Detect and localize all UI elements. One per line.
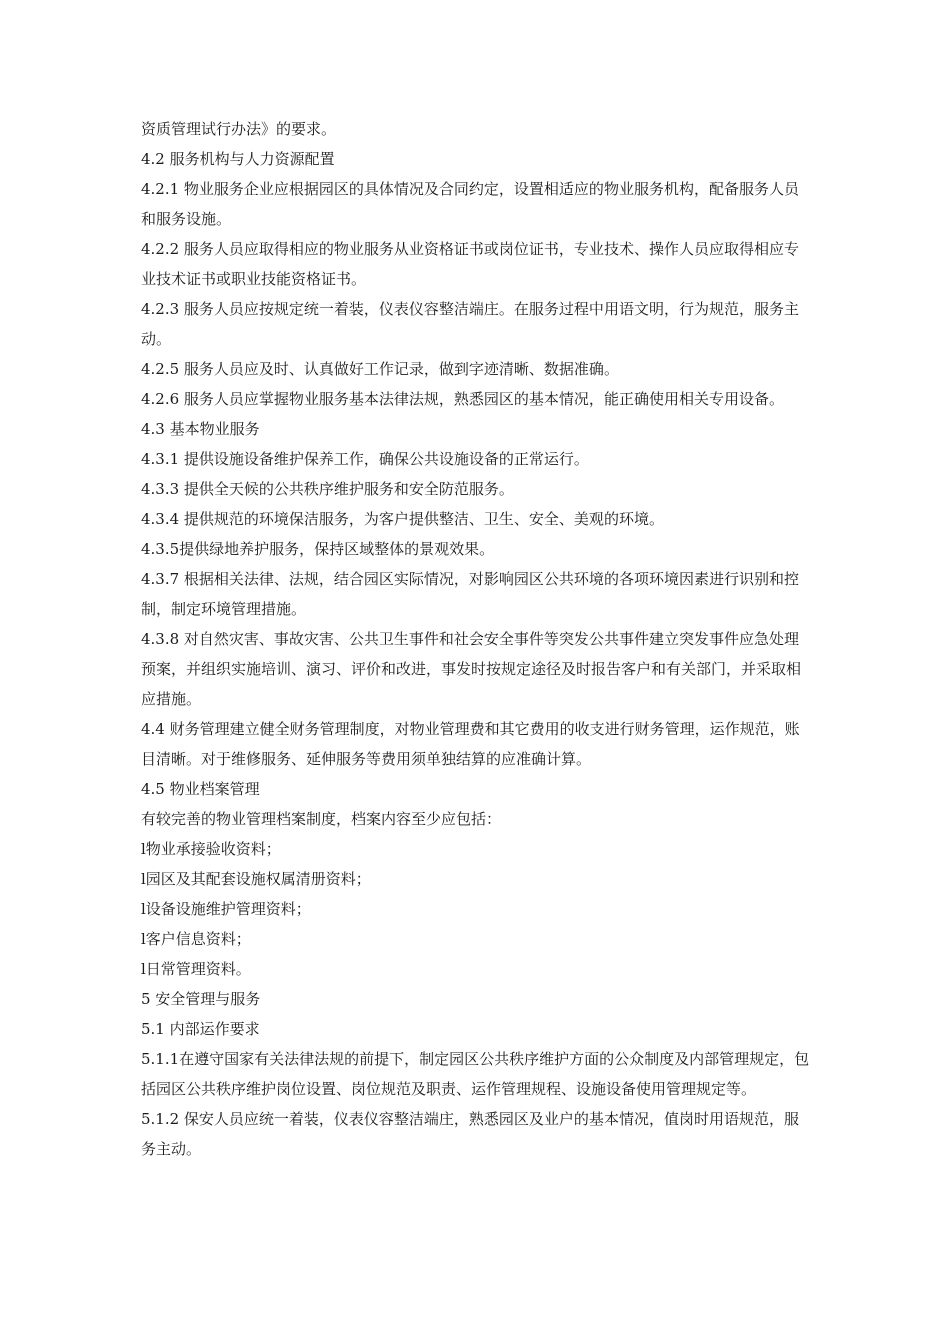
list-item: l日常管理资料。 (141, 960, 251, 978)
list-item: l客户信息资料； (141, 930, 251, 948)
clause-4-2-6: 4.2.6 服务人员应掌握物业服务基本法律法规，熟悉园区的基本情况，能正确使用相关专用设备。 (141, 390, 784, 408)
clause-4-2-1: 4.2.1 物业服务企业应根据园区的具体情况及合同约定，设置相适应的物业服务机构，配备服务人员和服务设施。 (141, 180, 799, 228)
archive-intro: 有较完善的物业管理档案制度，档案内容至少应包括： (141, 810, 502, 828)
clause-4-3-5: 4.3.5提供绿地养护服务，保持区域整体的景观效果。 (141, 540, 495, 558)
list-item: l设备设施维护管理资料； (141, 900, 311, 918)
clause-4-3-4: 4.3.4 提供规范的环境保洁服务，为客户提供整洁、卫生、安全、美观的环境。 (141, 510, 664, 528)
section-4-4: 4.4 财务管理建立健全财务管理制度，对物业管理费和其它费用的收支进行财务管理，运作规范，账目清晰。对于维修服务、延伸服务等费用须单独结算的应准确计算。 (141, 720, 800, 768)
paragraph-continuation: 资质管理试行办法》的要求。 (141, 120, 337, 138)
section-heading-4-5: 4.5 物业档案管理 (141, 780, 260, 798)
clause-5-1-2: 5.1.2 保安人员应统一着装，仪表仪容整洁端庄，熟悉园区及业户的基本情况，值岗时用语规范，服务主动。 (141, 1110, 799, 1158)
list-item: l物业承接验收资料； (141, 840, 281, 858)
clause-4-3-8: 4.3.8 对自然灾害、事故灾害、公共卫生事件和社会安全事件等突发公共事件建立突发事件应急处理预案，并组织实施培训、演习、评价和改进，事发时按规定途径及时报告客户和有关部门，并采取相应措施。 (141, 630, 802, 708)
section-heading-4-3: 4.3 基本物业服务 (141, 420, 260, 438)
clause-4-2-3: 4.2.3 服务人员应按规定统一着装，仪表仪容整洁端庄。在服务过程中用语文明，行为规范，服务主动。 (141, 300, 799, 348)
section-heading-5-1: 5.1 内部运作要求 (141, 1020, 260, 1038)
section-heading-5: 5 安全管理与服务 (141, 990, 261, 1008)
clause-4-3-3: 4.3.3 提供全天候的公共秩序维护服务和安全防范服务。 (141, 480, 514, 498)
clause-4-2-2: 4.2.2 服务人员应取得相应的物业服务从业资格证书或岗位证书，专业技术、操作人员应取得相应专业技术证书或职业技能资格证书。 (141, 240, 799, 288)
clause-4-3-7: 4.3.7 根据相关法律、法规，结合园区实际情况，对影响园区公共环境的各项环境因素进行识别和控制，制定环境管理措施。 (141, 570, 799, 618)
section-heading-4-2: 4.2 服务机构与人力资源配置 (141, 150, 335, 168)
list-item: l园区及其配套设施权属清册资料； (141, 870, 371, 888)
clause-4-3-1: 4.3.1 提供设施设备维护保养工作，确保公共设施设备的正常运行。 (141, 450, 589, 468)
clause-4-2-5: 4.2.5 服务人员应及时、认真做好工作记录，做到字迹清晰、数据准确。 (141, 360, 619, 378)
clause-5-1-1: 5.1.1在遵守国家有关法律法规的前提下，制定园区公共秩序维护方面的公众制度及内部管理规定，包括园区公共秩序维护岗位设置、岗位规范及职责、运作管理规程、设施设备使用管理规定等。 (141, 1050, 810, 1098)
document-page (141, 114, 811, 1164)
